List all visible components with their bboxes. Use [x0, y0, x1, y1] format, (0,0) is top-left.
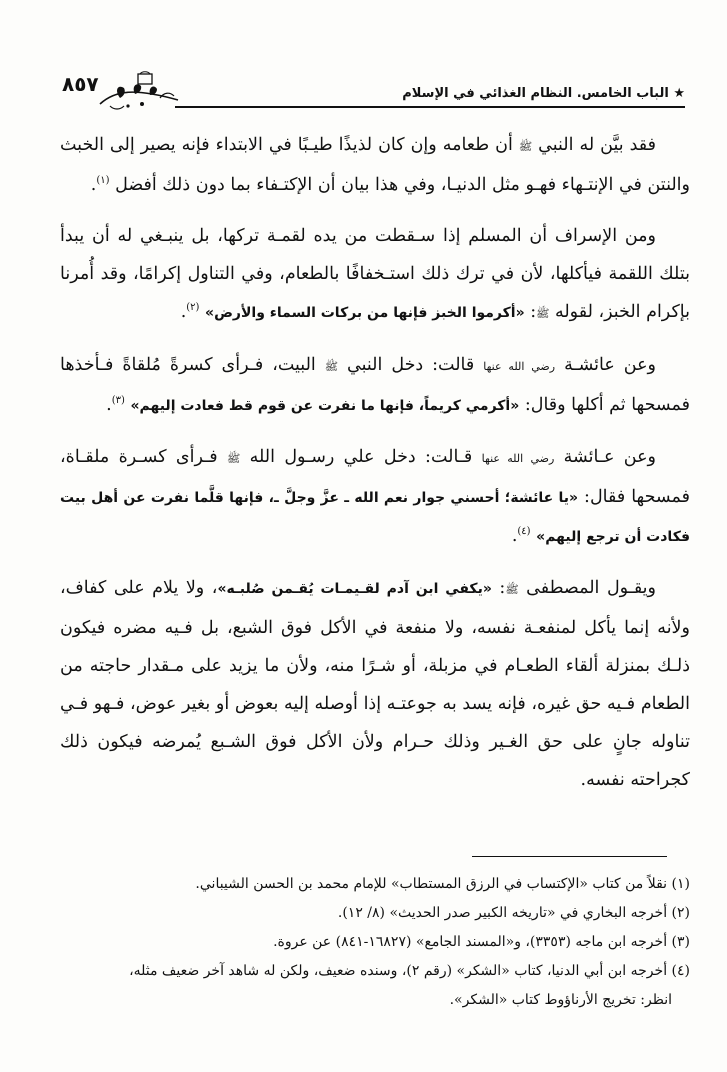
salawat-symbol: ﷺ: [505, 583, 519, 596]
text-run: قـالت: دخل علي رسـول الله: [249, 447, 473, 467]
main-text: [60, 126, 690, 812]
paragraph: وعن عـائشة رضي الله عنها قـالت: دخل علي رسـول الله ﷺ فـرأى كسـرة ملقـاة، فمسحها فقال: «يا عائشة؛ أحسني جوار نعم الله ـ عزَّ وجلَّ ـ، فإنها قلَّما نفرت عن أهل بيت فكادت أن ترجع إليهم» $^{(٤)}$.: [60, 447, 690, 546]
text-run: البيت، فـرأى كسرةً مُلقاةً فـأخذها فمسحها ثم أكلها وقال:: [60, 355, 690, 415]
radiallahu-symbol: رضي الله عنها: [481, 452, 555, 465]
footnote-separator: [472, 856, 667, 857]
salawat-symbol: ﷺ: [324, 360, 339, 373]
hadith-quote: «أكرمي كريماً، فإنها ما نفرت عن قوم قط فعادت إليهم»: [130, 398, 520, 414]
text-run: أن طعامه وإن كان لذيذًا طيـبًا في الابتداء فإنه يصير إلى الخبث والنتن في الإنتـهاء فهـو مثل الدنيـا، وفي هذا بيان أن الإكتـفاء بما دون ذلك أفضل: [60, 135, 690, 195]
paragraph: ويقـول المصطفى ﷺ: «يكفي ابن آدم لقـيمـات يُقـمن صُلبـه»، ولا يلام على كفاف، ولأنه إنما يأكل لمنفعـة نفسه، ولا منفعة في الأكل فوق الشبع، بل فـيه مضره فيكون ذلـك بمنزلة ألقاء الطعـام في مزبلة، أو شـرًا منه، ولأن ما يزيد على مـقدار حاجته من الطعام فـيه حق غيره، فإنه يسد به جوعتـه إذا أوصله إليه بعوض أو بغير عوض، فـهو فـي تناوله جانٍ على حق الغـير وذلك حـرام ولأن الأكل فوق الشـبع يُمرضه فيكون ذلك كجراحته نفسه.: [60, 578, 690, 790]
text-run: ومن الإسراف أن المسلم إذا سـقطت من يده لقمـة تركها، بل ينبـغي له أن يبدأ بتلك اللقمة فيأكلها، لأن في ترك ذلك استـخفافًا بالطعام، وفي التناول إكرامًا، وقد أُمرنا بإكرام الخبز، لقوله: [60, 226, 690, 322]
salawat-symbol: ﷺ: [518, 140, 533, 153]
footnote-ref[interactable]: (٣): [111, 395, 125, 407]
text-run: ، ولا يلام على كفاف، ولأنه إنما يأكل لمنفعـة نفسه، ولا منفعة في الأكل فوق الشبع، بل فـيه مضره فيكون ذلـك بمنزلة ألقاء الطعـام في مزبلة، أو شـرًا منه، ولأن ما يزيد على مـقدار حاجته من الطعام فـيه حق غيره، فإنه يسد به جوعتـه إذا أوصله إليه بعوض أو بغير عوض، فـهو فـي تناوله جانٍ على حق الغـير وذلك حـرام ولأن الأكل فوق الشـبع يُمرضه فيكون ذلك كجراحته نفسه.: [60, 578, 690, 790]
footnote: (٤) أخرجه ابن أبي الدنيا، كتاب «الشكر» (رقم ٢)، وسنده ضعيف، ولكن له شاهد آخر ضعيف مثله،: [129, 963, 690, 979]
hadith-quote: «يكفي ابن آدم لقـيمـات يُقـمن صُلبـه»: [217, 581, 492, 597]
header-rule: [175, 106, 685, 108]
text-run: ويقـول المصطفى: [526, 578, 656, 598]
footnote: (٣) أخرجه ابن ماجه (٣٣٥٣)، و«المسند الجامع» (١٦٨٢٧-٨٤١) عن عروة.: [273, 934, 690, 950]
footnote: (١) نقلاً من كتاب «الإكتساب في الرزق المستطاب» للإمام محمد بن الحسن الشيباني.: [195, 876, 690, 892]
footnote: (٢) أخرجه البخاري في «تاريخه الكبير صدر الحديث» (٨/ ١٢).: [337, 905, 690, 921]
text-run: فـرأى كسـرة ملقـاة، فمسحها فقال:: [60, 447, 690, 507]
text-run: قالت: دخل النبي: [347, 355, 475, 375]
text-run: وعن عـائشة: [563, 447, 656, 467]
running-title: ★ الباب الخامس. النظام الغذائي في الإسلام: [402, 86, 685, 101]
footnotes: [60, 870, 690, 1015]
hadith-quote: «يا عائشة؛ أحسني جوار نعم الله ـ عزَّ وجلَّ ـ، فإنها قلَّما نفرت عن أهل بيت فكادت أن ترجع إليهم»: [60, 490, 690, 545]
footnote-ref[interactable]: (٤): [517, 526, 531, 538]
salawat-symbol: ﷺ: [536, 307, 550, 320]
footnote: انظر: تخريج الأرناؤوط كتاب «الشكر».: [449, 992, 672, 1008]
salawat-symbol: ﷺ: [226, 452, 241, 465]
footnote-ref[interactable]: (١): [96, 175, 110, 187]
paragraph: ومن الإسراف أن المسلم إذا سـقطت من يده لقمـة تركها، بل ينبـغي له أن يبدأ بتلك اللقمة فيأكلها، لأن في ترك ذلك استـخفافًا بالطعام، وفي التناول إكرامًا، وقد أُمرنا بإكرام الخبز، لقوله ﷺ: «أكرموا الخبز فإنها من بركات السماء والأرض» $^{(٢)}$.: [60, 226, 690, 322]
page-header: [60, 70, 685, 120]
hadith-quote: «أكرموا الخبز فإنها من بركات السماء والأرض»: [205, 305, 525, 321]
text-run: وعن عائشـة: [564, 355, 656, 375]
paragraph: فقد بيَّن له النبي ﷺ أن طعامه وإن كان لذيذًا طيـبًا في الابتداء فإنه يصير إلى الخبث والنتن في الإنتـهاء فهـو مثل الدنيـا، وفي هذا بيان أن الإكتـفاء بما دون ذلك أفضل $^{(١)}$.: [60, 135, 690, 195]
text-run: فقد بيَّن له النبي: [538, 135, 656, 155]
radiallahu-symbol: رضي الله عنها: [483, 360, 556, 373]
paragraph: وعن عائشـة رضي الله عنها قالت: دخل النبي ﷺ البيت، فـرأى كسرةً مُلقاةً فـأخذها فمسحها ثم أكلها وقال: «أكرمي كريماً، فإنها ما نفرت عن قوم قط فعادت إليهم» $^{(٣)}$.: [60, 355, 690, 415]
page-number: ٨٥٧: [62, 72, 99, 96]
footnote-ref[interactable]: (٢): [186, 302, 200, 314]
